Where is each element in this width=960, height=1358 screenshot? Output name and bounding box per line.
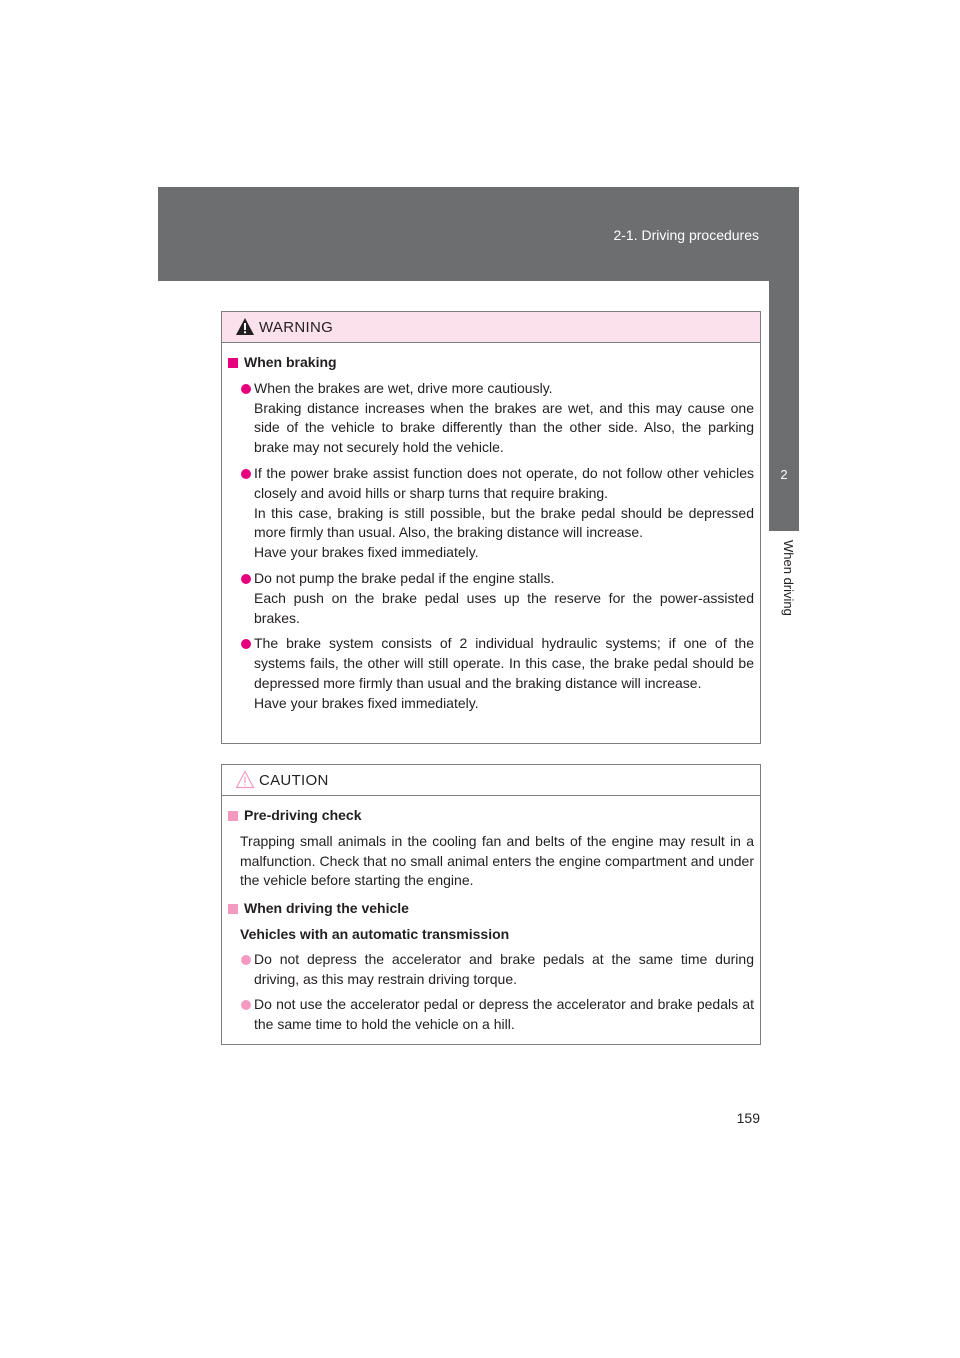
square-bullet-icon [228,904,238,914]
list-item: Do not pump the brake pedal if the engine stalls. Each push on the brake pedal uses up the reserve for the power-assisted brakes. [228,569,754,628]
caution-section-title: When driving the vehicle [228,899,754,919]
page-number: 159 [736,1110,760,1126]
list-item: If the power brake assist function does not operate, do not follow other vehicles closely and avoid hills or sharp turns that require braking. In this case, braking is still possible, but the brake pedal should be depressed more firmly than usual. Also, the braking distance will increase. Have your brakes fixed immediately. [228,464,754,563]
chapter-tab [769,281,799,531]
round-bullet-icon [241,1000,251,1010]
round-bullet-icon [241,469,251,479]
warning-title: WARNING [259,319,334,336]
round-bullet-icon [241,384,251,394]
round-bullet-icon [241,955,251,965]
warning-section-title: When braking [228,353,754,373]
chapter-number: 2 [780,467,788,482]
section-title-header: 2-1. Driving procedures [613,227,759,243]
round-bullet-icon [241,574,251,584]
caution-title: CAUTION [259,772,329,789]
caution-section-title: Pre-driving check [228,806,754,826]
caution-paragraph: Trapping small animals in the cooling fan and belts of the engine may result in a malfunction. Check that no small animal enters the engine compartment and under the vehicle before starting the engine. [240,832,754,889]
header-bar [158,187,799,281]
list-item: Do not use the accelerator pedal or depress the accelerator and brake pedals at the same time to hold the vehicle on a hill. [228,995,754,1035]
warning-header [222,312,760,343]
warning-icon [235,317,255,336]
list-item: The brake system consists of 2 individual hydraulic systems; if one of the systems fails, the other will still operate. In this case, the brake pedal should be depressed more firmly than usual and the braking distance will increase. Have your brakes fixed immediately. [228,634,754,713]
square-bullet-icon [228,358,238,368]
round-bullet-icon [241,639,251,649]
list-item: Do not depress the accelerator and brake pedals at the same time during driving, as this may restrain driving torque. [228,950,754,990]
caution-icon [235,770,255,789]
caution-header [222,765,760,796]
warning-box [221,311,761,744]
caution-subheading: Vehicles with an automatic transmission [240,925,510,942]
square-bullet-icon [228,811,238,821]
chapter-label: When driving [781,540,796,616]
list-item: When the brakes are wet, drive more cautiously. Braking distance increases when the brakes are wet, and this may cause one side of the vehicle to brake differently than the other side. Also, the parking brake may not securely hold the vehicle. [228,379,754,458]
caution-box [221,764,761,1045]
